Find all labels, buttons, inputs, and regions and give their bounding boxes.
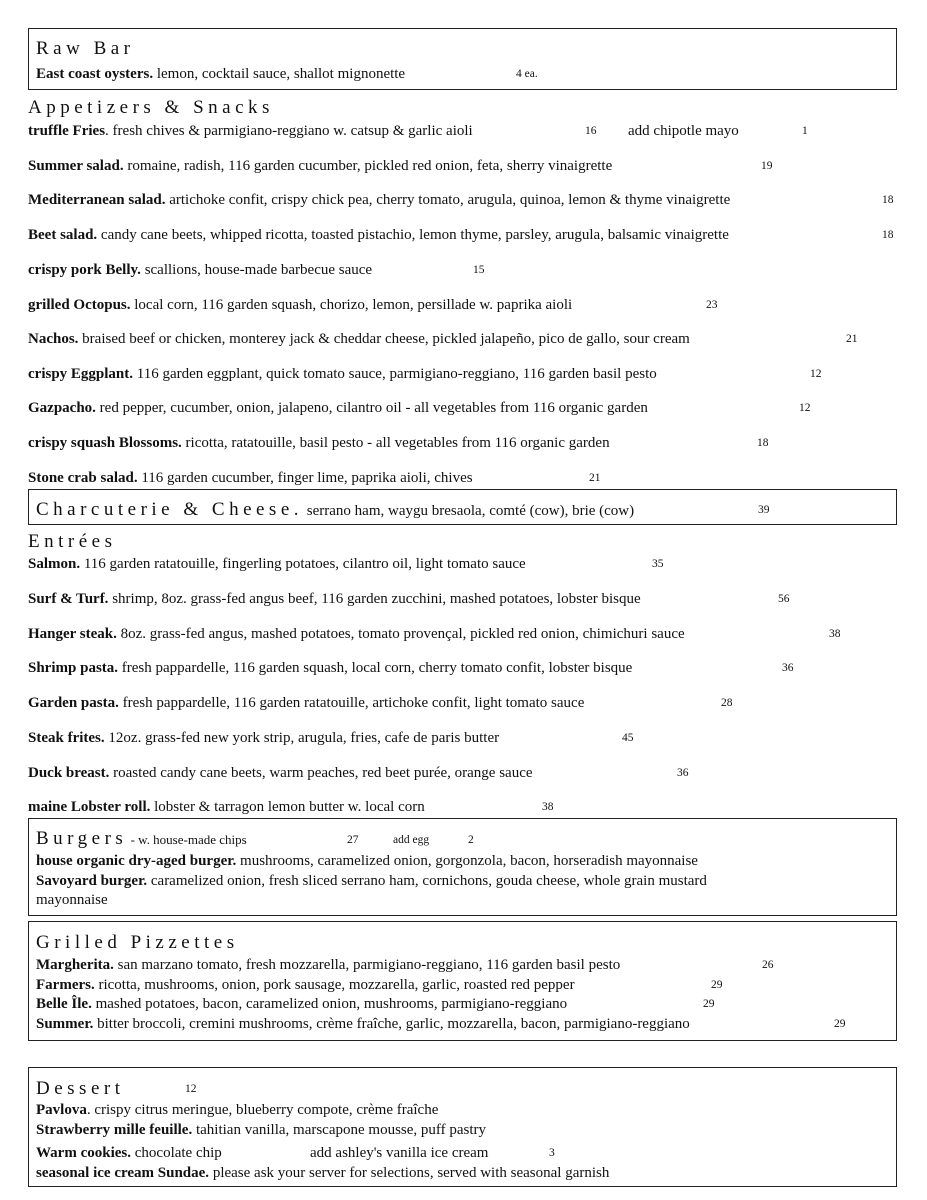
item-price: 35 — [652, 558, 664, 570]
item-description: please ask your server for selections, served with seasonal garnish — [209, 1165, 610, 1181]
dessert-heading: Dessert — [36, 1078, 125, 1099]
burgers-heading: Burgers — [36, 828, 128, 849]
menu-item — [28, 589, 641, 609]
menu-item — [36, 1163, 609, 1183]
item-description: 8oz. grass-fed angus, mashed potatoes, tomato provençal, pickled red onion, chimichuri sauce — [116, 626, 685, 642]
menu-item — [28, 658, 632, 678]
item-price: 45 — [622, 732, 634, 744]
burgers-addon-price: 2 — [468, 834, 474, 846]
pizzettes-section — [28, 921, 897, 1041]
item-name: Warm cookies. — [36, 1145, 131, 1161]
menu-item — [28, 398, 648, 418]
item-description: candy cane beets, whipped ricotta, toasted pistachio, lemon thyme, parsley, arugula, balsamic vinaigrette — [97, 227, 729, 243]
item-price: 38 — [542, 801, 554, 813]
item-name: Pavlova — [36, 1102, 87, 1118]
item-name: Salmon. — [28, 556, 81, 572]
burgers-section — [28, 818, 897, 916]
menu-item — [36, 955, 620, 975]
dessert-section — [28, 1067, 897, 1187]
item-name: East coast oysters. — [36, 66, 154, 82]
item-description: braised beef or chicken, monterey jack & cheddar cheese, pickled jalapeño, pico de gallo, sour cream — [78, 331, 690, 347]
item-price: 26 — [762, 959, 774, 971]
item-price: 56 — [778, 593, 790, 605]
item-description: lemon, cocktail sauce, shallot mignonette — [153, 66, 406, 82]
item-price: 15 — [473, 264, 485, 276]
item-price: 36 — [677, 767, 689, 779]
item-price: 29 — [711, 979, 723, 991]
item-price: 18 — [757, 437, 769, 449]
item-name: Beet salad. — [28, 227, 98, 243]
item-name: Garden pasta. — [28, 695, 119, 711]
item-description: lobster & tarragon lemon butter w. local corn — [150, 799, 425, 815]
item-description: tahitian vanilla, marscapone mousse, puff pastry — [192, 1122, 487, 1138]
item-name: Strawberry mille feuille. — [36, 1122, 193, 1138]
charcuterie-description: serrano ham, waygu bresaola, comté (cow), brie (cow) — [303, 503, 635, 519]
item-name: Nachos. — [28, 331, 79, 347]
raw-bar-section — [28, 28, 897, 90]
item-name: crispy pork Belly. — [28, 262, 141, 278]
item-description: 12oz. grass-fed new york strip, arugula, fries, cafe de paris butter — [104, 730, 500, 746]
item-name: Belle Île. — [36, 996, 92, 1012]
item-description: mushrooms, caramelized onion, gorgonzola, bacon, horseradish mayonnaise — [236, 853, 698, 869]
menu-item — [28, 624, 685, 644]
menu-item — [28, 554, 526, 574]
item-name: Surf & Turf. — [28, 591, 109, 607]
pizzettes-heading: Grilled Pizzettes — [36, 932, 239, 953]
charcuterie-section — [28, 489, 897, 525]
item-description: . fresh chives & parmigiano-reggiano w. catsup & garlic aioli — [105, 123, 473, 139]
item-price: 29 — [703, 998, 715, 1010]
item-name: seasonal ice cream Sundae. — [36, 1165, 210, 1181]
item-price: 36 — [782, 662, 794, 674]
item-name: maine Lobster roll. — [28, 799, 151, 815]
item-description: ricotta, ratatouille, basil pesto - all vegetables from 116 organic garden — [181, 435, 610, 451]
item-price: 18 — [882, 194, 894, 206]
menu-item — [28, 797, 425, 817]
menu-item — [36, 975, 575, 995]
item-name: Summer. — [36, 1016, 94, 1032]
item-addon: add ashley's vanilla ice cream — [310, 1145, 489, 1161]
item-name: Steak frites. — [28, 730, 105, 746]
menu-item — [28, 329, 690, 349]
item-price: 38 — [829, 628, 841, 640]
menu-item — [28, 364, 657, 384]
menu-item — [28, 763, 533, 783]
item-price: 16 — [585, 125, 597, 137]
item-addon-price: 1 — [802, 125, 808, 137]
item-name: Hanger steak. — [28, 626, 117, 642]
item-name: Margherita. — [36, 957, 114, 973]
burgers-price: 27 — [347, 834, 359, 846]
dessert-price: 12 — [185, 1083, 197, 1095]
burgers-addon: add egg — [393, 834, 430, 846]
menu-item — [28, 225, 729, 245]
item-description: bitter broccoli, cremini mushrooms, crème fraîche, garlic, mozzarella, bacon, parmigiano-reggiano — [93, 1016, 690, 1032]
item-name: truffle Fries — [28, 123, 106, 139]
menu-item — [36, 64, 405, 84]
item-name: Savoyard burger. — [36, 873, 148, 889]
item-name: Farmers. — [36, 977, 95, 993]
menu-item — [28, 693, 584, 713]
item-description: . crispy citrus meringue, blueberry compote, crème fraîche — [86, 1102, 439, 1118]
item-name: grilled Octopus. — [28, 297, 131, 313]
item-price: 21 — [846, 333, 858, 345]
item-description: 116 garden ratatouille, fingerling potatoes, cilantro oil, light tomato sauce — [80, 556, 526, 572]
item-description: shrimp, 8oz. grass-fed angus beef, 116 garden zucchini, mashed potatoes, lobster bisque — [108, 591, 641, 607]
item-price: 12 — [810, 368, 822, 380]
item-price: 18 — [882, 229, 894, 241]
item-price: 28 — [721, 697, 733, 709]
item-name: Mediterranean salad. — [28, 192, 166, 208]
menu-item — [36, 1100, 438, 1120]
burgers-header — [36, 828, 247, 850]
menu-item — [36, 994, 567, 1014]
menu-item — [28, 260, 372, 280]
menu-item — [28, 156, 612, 176]
menu-item — [28, 190, 730, 210]
item-description: 116 garden cucumber, finger lime, paprika aioli, chives — [137, 470, 473, 486]
item-name: Summer salad. — [28, 158, 124, 174]
item-addon-price: 3 — [549, 1147, 555, 1159]
menu-item — [28, 433, 610, 453]
item-description: romaine, radish, 116 garden cucumber, pickled red onion, feta, sherry vinaigrette — [123, 158, 613, 174]
item-description: mashed potatoes, bacon, caramelized onion, mushrooms, parmigiano-reggiano — [91, 996, 568, 1012]
item-price: 29 — [834, 1018, 846, 1030]
item-description: ricotta, mushrooms, onion, pork sausage, mozzarella, garlic, roasted red pepper — [94, 977, 575, 993]
menu-item — [28, 468, 473, 488]
menu-item — [36, 1143, 222, 1163]
item-name: house organic dry-aged burger. — [36, 853, 237, 869]
item-description-continued: mayonnaise — [36, 892, 108, 908]
item-price: 23 — [706, 299, 718, 311]
item-price: 12 — [799, 402, 811, 414]
item-price: 4 ea. — [516, 68, 538, 80]
item-price: 21 — [589, 472, 601, 484]
menu-item — [28, 121, 473, 141]
item-addon: add chipotle mayo — [628, 123, 739, 139]
item-description: red pepper, cucumber, onion, jalapeno, cilantro oil - all vegetables from 116 organic garden — [95, 400, 648, 416]
menu-item — [36, 871, 707, 891]
appetizers-heading: Appetizers & Snacks — [28, 97, 274, 118]
raw-bar-heading: Raw Bar — [36, 38, 135, 59]
menu-item — [28, 295, 572, 315]
item-description: fresh pappardelle, 116 garden ratatouille, artichoke confit, light tomato sauce — [118, 695, 585, 711]
item-name: crispy squash Blossoms. — [28, 435, 182, 451]
item-description: chocolate chip — [131, 1145, 222, 1161]
charcuterie-line — [36, 499, 634, 521]
item-name: Duck breast. — [28, 765, 110, 781]
item-name: crispy Eggplant. — [28, 366, 134, 382]
entrees-heading: Entrées — [28, 531, 117, 552]
charcuterie-price: 39 — [758, 504, 770, 516]
menu-item — [36, 851, 698, 871]
item-description: scallions, house-made barbecue sauce — [140, 262, 373, 278]
item-description: fresh pappardelle, 116 garden squash, local corn, cherry tomato confit, lobster bisque — [118, 660, 633, 676]
item-description: san marzano tomato, fresh mozzarella, parmigiano-reggiano, 116 garden basil pesto — [113, 957, 621, 973]
burgers-subtitle: - w. house-made chips — [127, 832, 247, 847]
item-description: roasted candy cane beets, warm peaches, red beet purée, orange sauce — [109, 765, 533, 781]
item-name: Shrimp pasta. — [28, 660, 119, 676]
menu-item — [36, 1120, 486, 1140]
item-price: 19 — [761, 160, 773, 172]
item-description: artichoke confit, crispy chick pea, cherry tomato, arugula, quinoa, lemon & thyme vinaigrette — [165, 192, 731, 208]
item-description: caramelized onion, fresh sliced serrano ham, cornichons, gouda cheese, whole grain mustard — [147, 873, 707, 889]
item-description: local corn, 116 garden squash, chorizo, lemon, persillade w. paprika aioli — [130, 297, 573, 313]
menu-item — [36, 1014, 690, 1034]
item-description: 116 garden eggplant, quick tomato sauce, parmigiano-reggiano, 116 garden basil pesto — [133, 366, 657, 382]
item-name: Gazpacho. — [28, 400, 96, 416]
item-name: Stone crab salad. — [28, 470, 138, 486]
charcuterie-heading: Charcuterie & Cheese. — [36, 499, 304, 520]
menu-item — [28, 728, 499, 748]
